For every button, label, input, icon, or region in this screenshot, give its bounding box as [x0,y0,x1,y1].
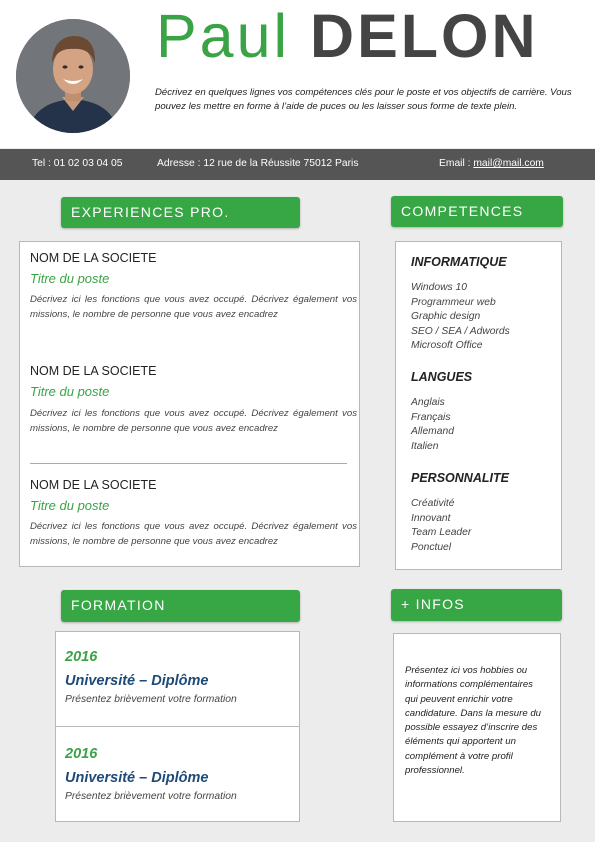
phone-text: Tel : 01 02 03 04 05 [32,158,123,169]
formation-description: Présentez brièvement votre formation [65,694,237,705]
competence-list [411,396,454,454]
header-section [0,0,595,148]
intro-text: Décrivez en quelques lignes vos compétences clés pour le poste et vos objectifs de carrière. Vous pouvez les mettre en forme à l’aide de puces ou les laisser sous forme de texte plein. [155,87,572,112]
company-name: NOM DE LA SOCIETE [30,478,157,492]
formation-degree: Université – Diplôme [65,770,209,786]
competence-item: Allemand [411,426,454,437]
experiences-heading: EXPERIENCES PRO. [61,197,300,228]
competence-item: Windows 10 [411,282,467,293]
formation-degree: Université – Diplôme [65,673,209,689]
company-name: NOM DE LA SOCIETE [30,251,157,265]
section-divider [30,463,347,464]
competence-item: Microsoft Office [411,340,483,351]
candidate-name [156,0,539,74]
portrait-illustration [16,19,130,133]
competences-heading: COMPETENCES [391,196,563,227]
email-link[interactable]: mail@mail.com [473,158,544,169]
competence-item: Team Leader [411,527,472,538]
job-title: Titre du poste [30,498,110,513]
formation-year: 2016 [65,746,98,762]
formation-description: Présentez brièvement votre formation [65,791,237,802]
competence-item: Programmeur web [411,296,496,308]
formation-year: 2016 [65,649,98,665]
formation-box [55,631,300,822]
company-name: NOM DE LA SOCIETE [30,364,157,378]
competence-item: Italien [411,440,439,452]
competence-group-title: PERSONNALITE [411,471,509,485]
email-label: Email : [439,158,471,169]
job-title: Titre du poste [30,271,110,286]
job-description: Décrivez ici les fonctions que vous avez occupé. Décrivez également vos missions, le nombre de personne que vous avez encadrez [30,521,357,547]
competence-item: Anglais [411,397,445,408]
competence-item: Créativité [411,498,455,509]
portrait-photo [16,19,130,133]
email-block [439,158,544,169]
competence-item: Graphic design [411,311,481,322]
infos-box [393,633,561,822]
contact-bar [0,149,595,180]
job-description: Décrivez ici les fonctions que vous avez occupé. Décrivez également vos missions, le nombre de personne que vous avez encadrez [30,408,357,434]
competence-group-title: INFORMATIQUE [411,255,507,269]
address-text: Adresse : 12 rue de la Réussite 75012 Paris [157,158,359,169]
job-description: Décrivez ici les fonctions que vous avez occupé. Décrivez également vos missions, le nombre de personne que vous avez encadrez [30,294,357,320]
competence-group-title: LANGUES [411,370,473,384]
formation-heading: FORMATION [61,590,300,622]
infos-heading: + INFOS [391,589,562,621]
last-name: DELON [310,2,539,70]
competences-box [395,241,562,570]
first-name: Paul [156,2,291,70]
competence-list [411,497,471,555]
competence-item: Français [411,411,451,423]
competence-list [411,281,510,354]
competence-item: Ponctuel [411,541,452,553]
formation-separator [56,726,299,727]
competence-item: Innovant [411,512,451,524]
competence-item: SEO / SEA / Adwords [411,325,510,337]
infos-text: Présentez ici vos hobbies ou informations complémentaires qui peuvent enrichir votre candidature. Dans la mesure du possible essayez d’inscrire des éléments qui apportent un complément à votre profil professionnel. [405,665,541,777]
experiences-box [19,241,360,567]
job-title: Titre du poste [30,384,110,399]
